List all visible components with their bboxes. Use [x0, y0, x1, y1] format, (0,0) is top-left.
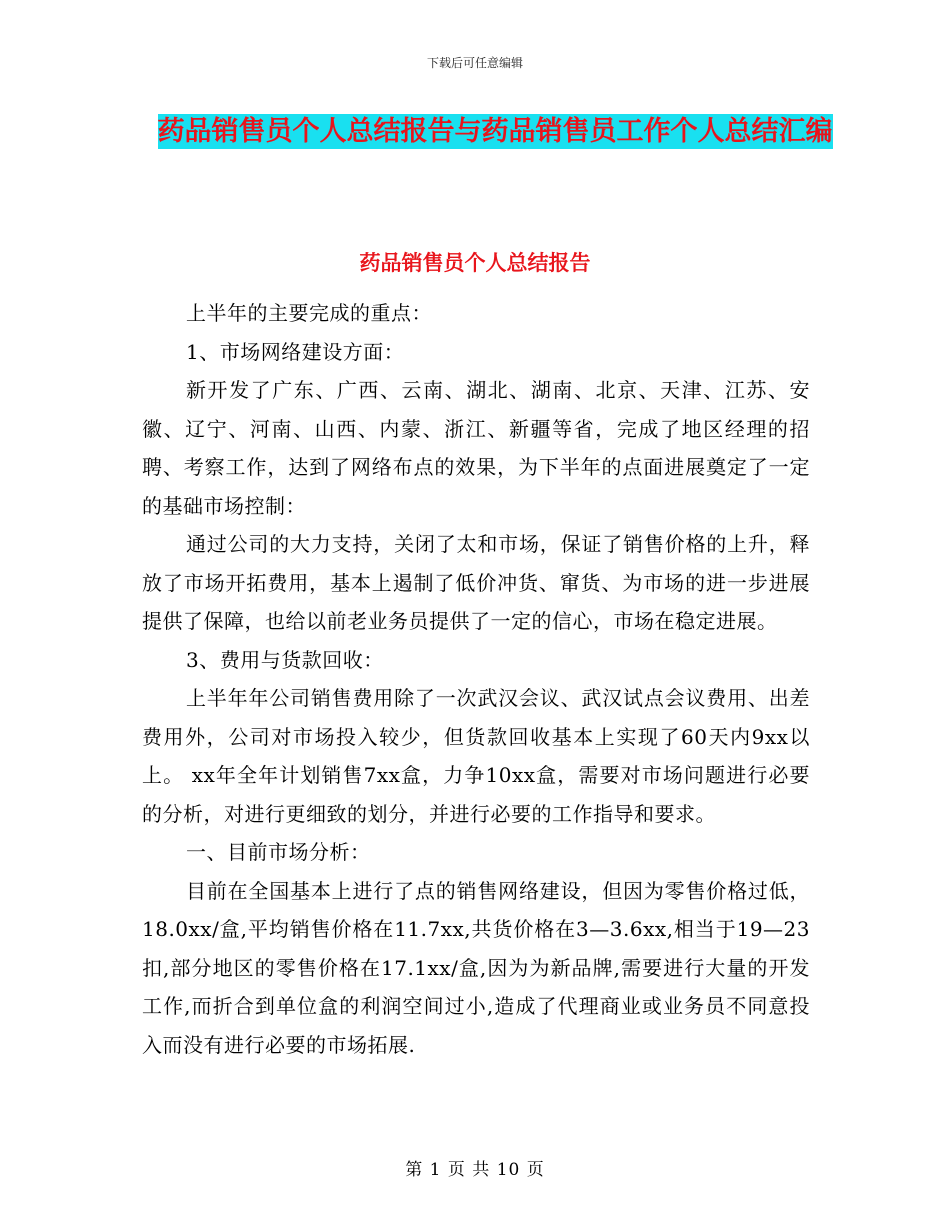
- paragraph: 上半年的主要完成的重点：: [186, 301, 432, 325]
- paragraph: 新开发了广东、广西、云南、湖北、湖南、北京、天津、江苏、安徽、辽宁、河南、山西、内蒙、浙江、新疆等省，完成了地区经理的招聘、考察工作，达到了网络布点的效果，为下半年的点面进展奠定了一定的基础市场控制：: [142, 378, 810, 518]
- paragraph: 1、市场网络建设方面：: [186, 339, 405, 364]
- document-title: [150, 108, 840, 156]
- page-footer: 第 1 页 共 10 页: [405, 1160, 545, 1180]
- section-title: 药品销售员个人总结报告: [359, 251, 591, 275]
- paragraph: 3、费用与货款回收：: [186, 647, 384, 672]
- paragraph: 上半年年公司销售费用除了一次武汉会议、武汉试点会议费用、出差费用外，公司对市场投入较少，但货款回收基本上实现了60天内9xx以上。 xx年全年计划销售7xx盒，力争10xx盒，需要对市场问题进行必要的分析，对进行更细致的划分，并进行必要的工作指导和要求。: [142, 686, 810, 826]
- document-body: [142, 294, 810, 1064]
- paragraph: 目前在全国基本上进行了点的销售网络建设，但因为零售价格过低，18.0xx/盒,平均销售价格在11.7xx,共货价格在3—3.6xx,相当于19—23扣,部分地区的零售价格在17.1xx/盒,因为为新品牌,需要进行大量的开发工作,而折合到单位盒的利润空间过小,造成了代理商业或业务员不同意投入而没有进行必要的市场拓展.: [142, 878, 810, 1057]
- paragraph: 一、目前市场分析：: [186, 840, 371, 864]
- header-note: 下载后可任意编辑: [426, 56, 523, 70]
- document-title-text: 药品销售员个人总结报告与药品销售员工作个人总结汇编: [157, 116, 833, 147]
- paragraph: 通过公司的大力支持，关闭了太和市场，保证了销售价格的上升，释放了市场开拓费用，基本上遏制了低价冲货、窜货、为市场的进一步进展提供了保障，也给以前老业务员提供了一定的信心，市场在稳定进展。: [142, 532, 810, 633]
